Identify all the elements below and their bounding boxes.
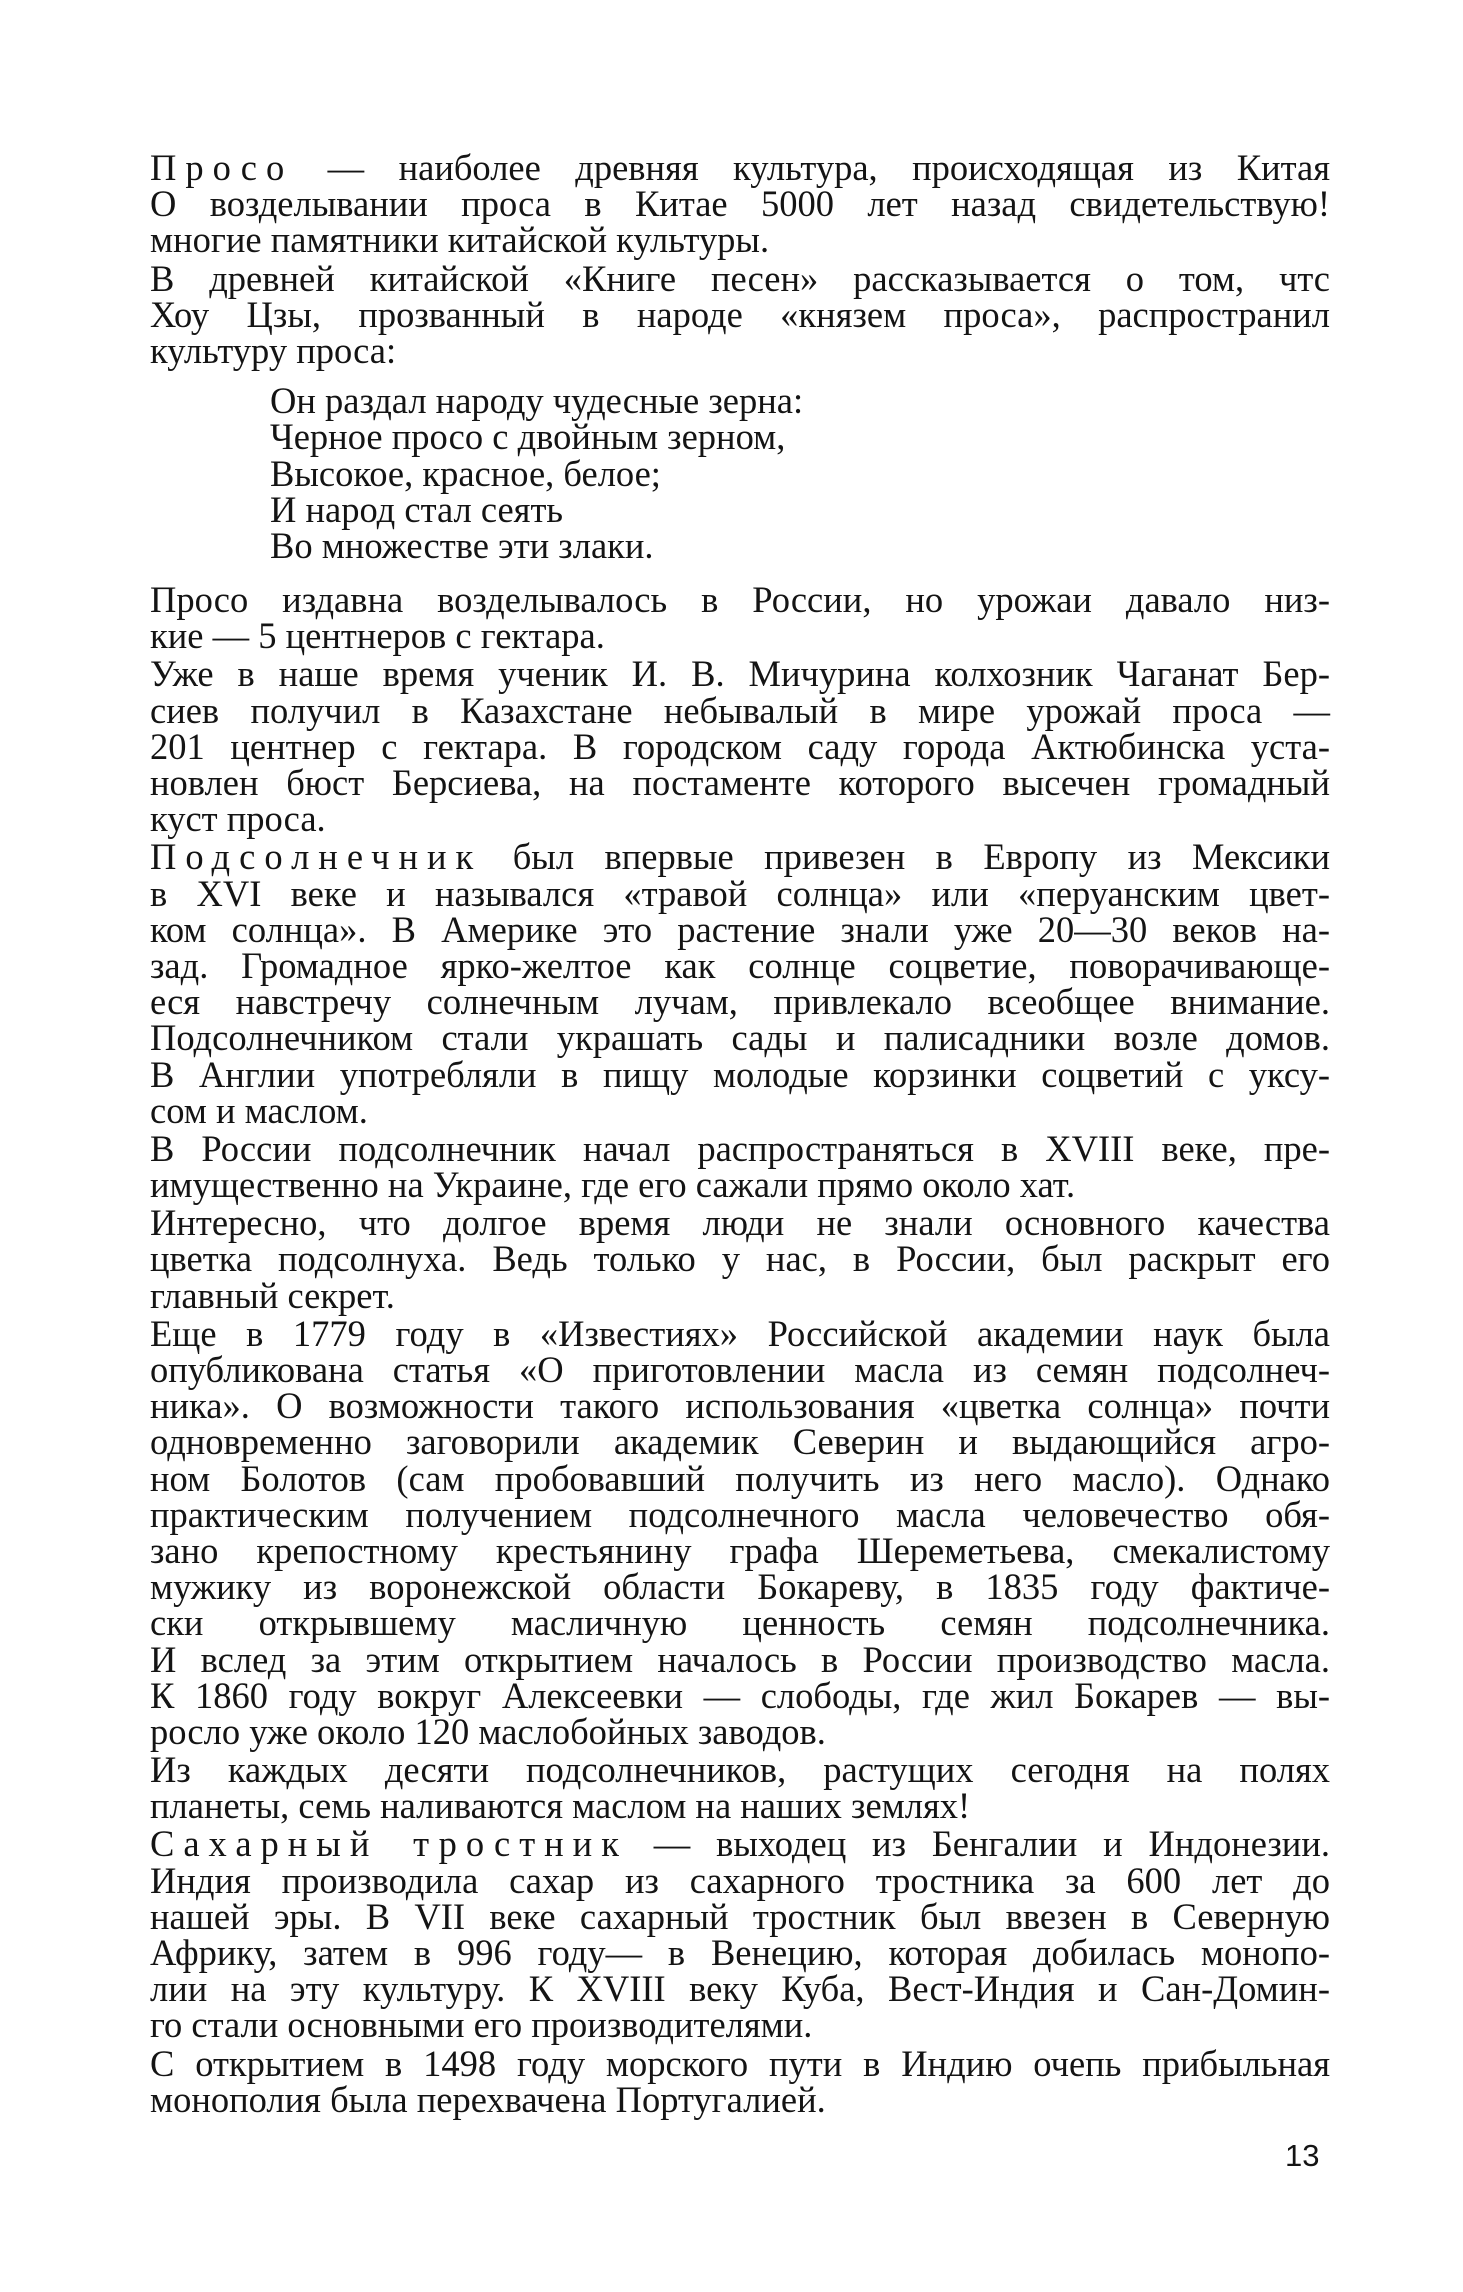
- verse-line: Высокое, красное, белое;: [270, 452, 661, 494]
- paragraph: [150, 1749, 1330, 1827]
- text-line: культуру проса:: [150, 329, 397, 371]
- text-line: нашей эры. В VII веке сахарный тростник был ввезен в Северную: [150, 1895, 1330, 1937]
- text-line: О возделывании проса в Китае 5000 лет назад свидетельствую!: [150, 183, 1330, 225]
- text-line: Подсолнечником стали украшать сады и палисадники возле домов.: [150, 1017, 1330, 1059]
- paragraph: [150, 257, 1330, 371]
- text-line: В Англии употребляли в пищу молодые корзинки соцветий с уксу-: [150, 1053, 1330, 1095]
- text-line: опубликована статья «О приготовлении масла из семян подсолнеч-: [150, 1349, 1330, 1390]
- text-line: ном Болотов (сам пробовавший получить из него масло). Однако: [150, 1457, 1330, 1499]
- paragraph: [150, 579, 1330, 657]
- page-number: 13: [1285, 2138, 1320, 2173]
- text-line: зад. Громадное ярко-желтое как солнце соцветие, поворачивающе-: [150, 944, 1330, 986]
- text-line: К 1860 году вокруг Алексеевки — слободы, где жил Бокарев — вы-: [150, 1674, 1330, 1716]
- text-line: мужику из воронежской области Бокареву, в 1835 году фактиче-: [150, 1566, 1330, 1608]
- text-line: Еще в 1779 году в «Известиях» Российской академии наук была: [150, 1312, 1330, 1354]
- text-line: еся навстречу солнечным лучам, привлекало всеобщее внимание.: [150, 981, 1330, 1023]
- text-block-after-verse: [150, 579, 1330, 2120]
- text-line: имущественно на Украине, где его сажали прямо около хат.: [150, 1164, 1076, 1206]
- text-line: монополия была перехвачена Португалией.: [150, 2078, 826, 2120]
- text-line: многие памятники китайской культуры.: [150, 219, 770, 261]
- text-line: зано крепостному крестьянину графа Шереметьева, смекалистому: [150, 1529, 1330, 1571]
- text-line: росло уже около 120 маслобойных заводов.: [150, 1710, 826, 1752]
- paragraph: [150, 1202, 1330, 1316]
- verse-line: И народ стал сеять: [270, 488, 564, 530]
- text-line: Индия производила сахар из сахарного тростника за 600 лет до: [150, 1859, 1330, 1901]
- paragraph: [150, 836, 1330, 1131]
- text-line: Просо — наиболее древняя культура, происходящая из Китая: [150, 147, 1330, 188]
- text-line: 201 центнер с гектара. В городском саду города Актюбинска уста-: [150, 725, 1330, 767]
- text-line: ника». О возможности такого использования «цветка солнца» почти: [150, 1385, 1330, 1427]
- text-block-before-verse: [150, 147, 1330, 371]
- verse-line: Во множестве эти злаки.: [270, 524, 654, 566]
- spaced-lead-word: Подсолнечник: [150, 836, 483, 878]
- text-line: кие — 5 центнеров с гектара.: [150, 615, 605, 657]
- text-line: Африку, затем в 996 году— в Венецию, которая добилась монопо-: [150, 1932, 1330, 1973]
- text-line: цветка подсолнуха. Ведь только у нас, в России, был раскрыт его: [150, 1238, 1330, 1280]
- text-line: планеты, семь наливаются маслом на наших землях!: [150, 1785, 971, 1827]
- text-line: го стали основными его производителями.: [150, 2004, 813, 2046]
- text-line: Хоу Цзы, прозванный в народе «князем проса», распространил: [150, 293, 1330, 335]
- text-line: сиев получил в Казахстане небывалый в мире урожай проса —: [150, 689, 1330, 731]
- page-body: [150, 147, 1330, 2120]
- text-line: И вслед за этим открытием началось в России производство масла.: [150, 1638, 1330, 1680]
- text-line: главный секрет.: [150, 1274, 395, 1316]
- text-line: лии на эту культуру. К XVIII веку Куба, Вест-Индия и Сан-Домин-: [150, 1968, 1330, 2010]
- text-line: в XVI веке и назывался «травой солнца» или «перуанским цвет-: [150, 872, 1330, 914]
- verse-line: Черное просо с двойным зерном,: [270, 416, 786, 458]
- paragraph: [150, 1312, 1330, 1752]
- text-line: Уже в наше время ученик И. В. Мичурина колхозник Чаганат Бер-: [150, 653, 1330, 695]
- text-line: одновременно заговорили академик Северин и выдающийся агро-: [150, 1421, 1330, 1463]
- paragraph: [150, 653, 1330, 840]
- text-line: сом и маслом.: [150, 1089, 368, 1131]
- verse-quote: [150, 380, 1330, 566]
- text-line: Из каждых десяти подсолнечников, растущих сегодня на полях: [150, 1749, 1330, 1791]
- text-line: новлен бюст Берсиева, на постаменте которого высечен громадный: [150, 762, 1330, 803]
- spaced-lead-word: Сахарный тростник: [150, 1823, 628, 1865]
- text-line: практическим получением подсолнечного масла человечество обя-: [150, 1493, 1330, 1535]
- text-line: Просо издавна возделывалось в России, но урожаи давало низ-: [150, 579, 1330, 621]
- verse-line: Он раздал народу чудесные зерна:: [270, 380, 804, 422]
- paragraph: [150, 2042, 1330, 2120]
- text-line: С открытием в 1498 году морского пути в Индию очепь прибыльная: [150, 2042, 1330, 2084]
- text-line: ком солнца». В Америке это растение знали уже 20—30 веков на-: [150, 908, 1330, 950]
- text-line: В России подсолнечник начал распространяться в XVIII веке, пре-: [150, 1127, 1330, 1169]
- text-line: Интересно, что долгое время люди не знали основного качества: [150, 1202, 1330, 1244]
- paragraph: [150, 1823, 1330, 2046]
- text-line: ски открывшему масличную ценность семян подсолнечника.: [150, 1602, 1330, 1644]
- paragraph: [150, 147, 1330, 261]
- text-line: Сахарный тростник — выходец из Бенгалии и Индонезии.: [150, 1823, 1330, 1865]
- text-line: куст проса.: [150, 798, 326, 840]
- text-line: В древней китайской «Книге песен» рассказывается о том, чтс: [150, 257, 1330, 299]
- spaced-lead-word: Просо: [150, 147, 294, 188]
- text-line: Подсолнечник был впервые привезен в Европу из Мексики: [150, 836, 1330, 878]
- paragraph: [150, 1127, 1330, 1206]
